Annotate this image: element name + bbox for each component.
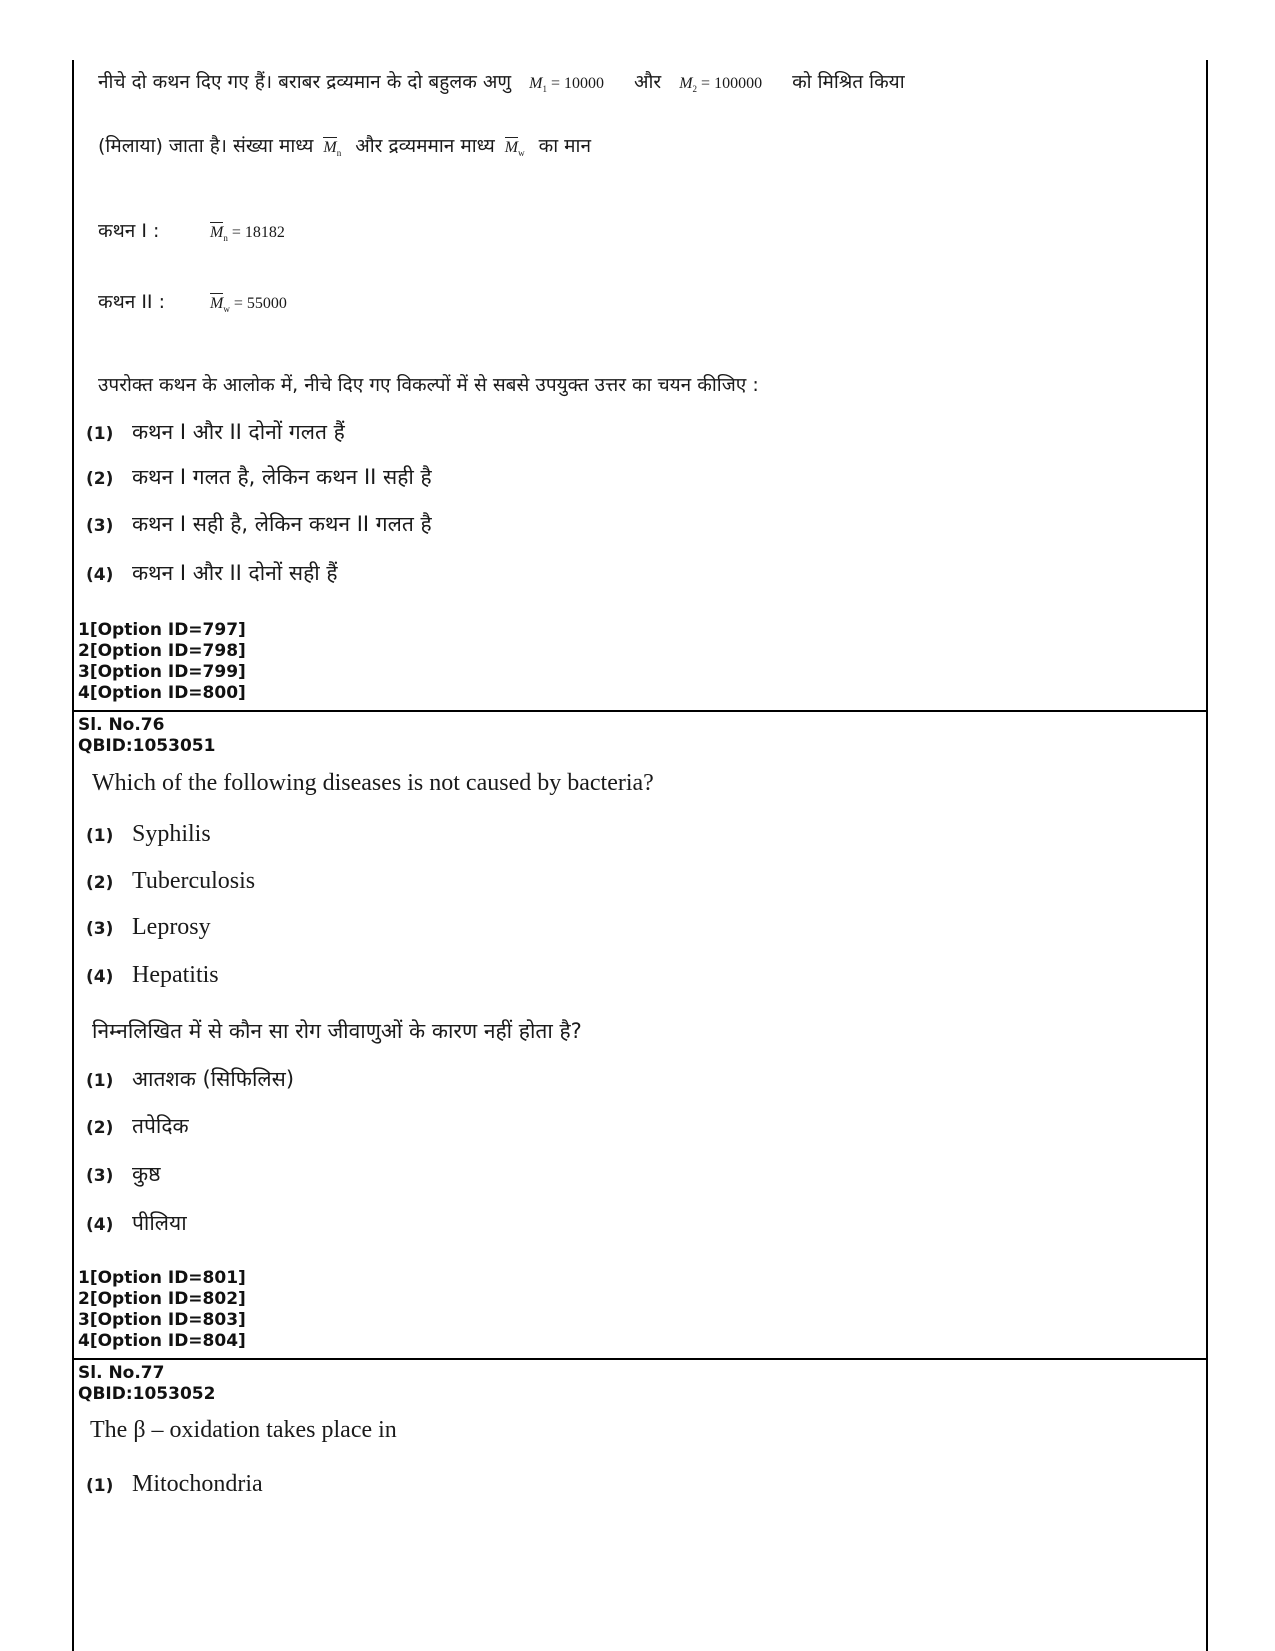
option-id: 3[Option ID=799] bbox=[78, 662, 246, 682]
q76-question-hi: निम्नलिखित में से कौन सा रोग जीवाणुओं के कारण नहीं होता है? bbox=[92, 1019, 582, 1043]
qbid: QBID:1053052 bbox=[78, 1384, 216, 1404]
q76-option-en-3 bbox=[86, 914, 211, 941]
m2-term bbox=[679, 75, 763, 95]
option-number: (1) bbox=[86, 826, 114, 846]
q75-option-1 bbox=[86, 418, 345, 446]
option-id: 2[Option ID=798] bbox=[78, 641, 246, 661]
option-text: कथन I और II दोनों गलत हैं bbox=[132, 420, 345, 444]
option-number: (1) bbox=[86, 1476, 114, 1496]
option-id: 3[Option ID=803] bbox=[78, 1310, 246, 1330]
q75-option-ids bbox=[78, 620, 246, 704]
option-number: (3) bbox=[86, 919, 114, 939]
mw-term bbox=[504, 139, 525, 159]
m1-symbol: M bbox=[529, 75, 543, 92]
option-text: पीलिया bbox=[132, 1211, 187, 1235]
statement-1-subscript: n bbox=[223, 233, 228, 244]
mw-symbol: M bbox=[504, 139, 519, 156]
option-number: (4) bbox=[86, 967, 114, 987]
option-text: कथन I और II दोनों सही हैं bbox=[132, 561, 338, 585]
q76-option-hi-1 bbox=[86, 1065, 294, 1093]
option-id: 4[Option ID=804] bbox=[78, 1331, 246, 1351]
question-divider bbox=[74, 1358, 1206, 1360]
q77-header bbox=[78, 1363, 215, 1405]
q75-option-4 bbox=[86, 559, 338, 587]
q75-option-3 bbox=[86, 510, 432, 538]
option-text: Syphilis bbox=[132, 821, 211, 847]
q75-stem-line-1 bbox=[98, 68, 905, 94]
and-word: और bbox=[634, 71, 662, 93]
option-text: Tuberculosis bbox=[132, 868, 256, 894]
statement-1-value: = 18182 bbox=[231, 224, 285, 241]
option-number: (3) bbox=[86, 1166, 114, 1186]
option-text: Mitochondria bbox=[132, 1471, 263, 1497]
q75-stem-text-end: को मिश्रित किया bbox=[792, 71, 905, 93]
option-number: (3) bbox=[86, 516, 114, 536]
option-text: तपेदिक bbox=[132, 1114, 189, 1138]
option-number: (2) bbox=[86, 469, 114, 489]
m2-value: = 100000 bbox=[701, 75, 763, 92]
statement-2-value: = 55000 bbox=[233, 295, 287, 312]
q76-option-en-2 bbox=[86, 868, 255, 895]
statement-2-subscript: w bbox=[223, 304, 230, 315]
q76-option-hi-4 bbox=[86, 1209, 187, 1237]
m1-term bbox=[529, 75, 604, 95]
statement-1-symbol: M bbox=[210, 224, 224, 241]
option-id: 1[Option ID=801] bbox=[78, 1268, 246, 1288]
q75-stem-text: नीचे दो कथन दिए गए हैं। बराबर द्रव्यमान के दो बहुलक अणु bbox=[98, 71, 512, 93]
option-number: (4) bbox=[86, 1215, 114, 1235]
serial-number: Sl. No.77 bbox=[78, 1363, 165, 1383]
qbid: QBID:1053051 bbox=[78, 736, 216, 756]
option-text: Hepatitis bbox=[132, 962, 219, 988]
q76-option-hi-3 bbox=[86, 1160, 161, 1188]
serial-number: Sl. No.76 bbox=[78, 715, 165, 735]
option-text: आतशक (सिफिलिस) bbox=[132, 1067, 295, 1091]
q75-stem-line2-c: का मान bbox=[538, 135, 592, 157]
mn-term bbox=[323, 139, 342, 159]
option-id: 2[Option ID=802] bbox=[78, 1289, 246, 1309]
question-divider bbox=[74, 710, 1206, 712]
mn-symbol: M bbox=[323, 139, 337, 156]
q75-option-2 bbox=[86, 463, 432, 491]
q76-question-en: Which of the following diseases is not caused by bacteria? bbox=[92, 770, 654, 796]
q76-option-hi-2 bbox=[86, 1112, 189, 1140]
m2-subscript: 2 bbox=[692, 84, 698, 95]
q76-option-en-1 bbox=[86, 821, 211, 848]
statement-1 bbox=[98, 217, 285, 243]
q76-header bbox=[78, 715, 215, 757]
m1-subscript: 1 bbox=[542, 84, 547, 95]
statement-2 bbox=[98, 288, 287, 314]
option-number: (2) bbox=[86, 1118, 114, 1138]
exam-page bbox=[72, 60, 1208, 1651]
q75-instruction: उपरोक्त कथन के आलोक में, नीचे दिए गए विकल्पों में से सबसे उपयुक्त उत्तर का चयन कीजिए : bbox=[98, 374, 759, 396]
statement-2-symbol: M bbox=[210, 295, 224, 312]
q77-option-en-1 bbox=[86, 1471, 263, 1498]
q76-option-ids bbox=[78, 1268, 246, 1352]
option-id: 1[Option ID=797] bbox=[78, 620, 246, 640]
q77-question-en: The β – oxidation takes place in bbox=[90, 1417, 397, 1443]
q75-stem-line-2 bbox=[98, 132, 591, 158]
mn-subscript: n bbox=[336, 148, 342, 159]
option-id: 4[Option ID=800] bbox=[78, 683, 246, 703]
statement-1-expression bbox=[210, 224, 285, 244]
statement-2-label: कथन II : bbox=[98, 291, 165, 313]
option-number: (2) bbox=[86, 873, 114, 893]
statement-1-label: कथन I : bbox=[98, 220, 160, 242]
statement-2-expression bbox=[210, 295, 287, 315]
option-number: (1) bbox=[86, 424, 114, 444]
option-text: Leprosy bbox=[132, 914, 211, 940]
q75-stem-line2-b: और द्रव्यममान माध्य bbox=[355, 135, 495, 157]
q76-option-en-4 bbox=[86, 962, 219, 989]
mw-subscript: w bbox=[518, 148, 525, 159]
m2-symbol: M bbox=[679, 75, 693, 92]
m1-value: = 10000 bbox=[550, 75, 604, 92]
option-number: (4) bbox=[86, 565, 114, 585]
option-number: (1) bbox=[86, 1071, 114, 1091]
option-text: कथन I सही है, लेकिन कथन II गलत है bbox=[132, 512, 432, 536]
q75-stem-line2-a: (मिलाया) जाता है। संख्या माध्य bbox=[98, 135, 314, 157]
option-text: कथन I गलत है, लेकिन कथन II सही है bbox=[132, 465, 432, 489]
option-text: कुष्ठ bbox=[132, 1162, 161, 1186]
